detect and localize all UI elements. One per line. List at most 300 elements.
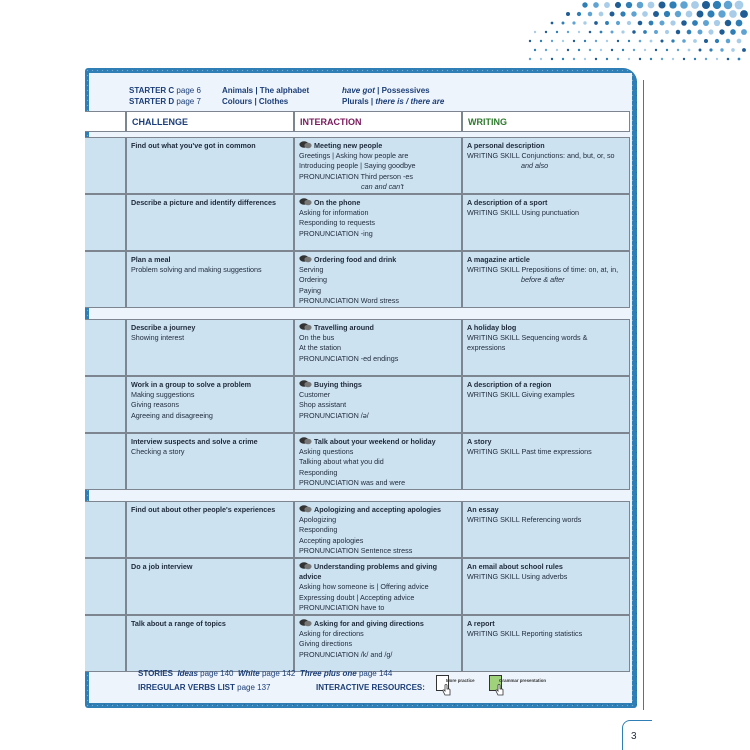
starter-c-topics: Animals | The alphabet bbox=[222, 86, 310, 95]
challenge-line: Making suggestions bbox=[131, 390, 195, 400]
decorative-dot bbox=[718, 10, 725, 17]
decorative-dot bbox=[671, 39, 674, 42]
interaction-line: Asking for directions bbox=[299, 629, 364, 639]
challenge-cell bbox=[126, 251, 294, 308]
interaction-line: Giving directions bbox=[299, 639, 353, 649]
writing-cell bbox=[462, 319, 630, 376]
table-row bbox=[89, 433, 630, 490]
interaction-line: PRONUNCIATION have to bbox=[299, 602, 385, 612]
decorative-dot bbox=[661, 58, 663, 60]
decorative-dot bbox=[600, 49, 602, 51]
writing-title: A story bbox=[467, 437, 492, 446]
decorative-dot bbox=[648, 2, 655, 9]
speech-bubbles-icon bbox=[299, 562, 312, 570]
speech-bubbles-icon bbox=[299, 323, 312, 331]
table-row bbox=[89, 376, 630, 433]
writing-line: WRITING SKILL Conjunctions: and, but, or, so bbox=[467, 151, 615, 161]
speech-bubbles-icon bbox=[299, 198, 312, 206]
decorative-dot bbox=[578, 49, 580, 51]
interaction-line: Serving bbox=[299, 265, 324, 275]
decorative-dot bbox=[725, 20, 732, 27]
writing-title: A holiday blog bbox=[467, 323, 517, 332]
decorative-dot bbox=[573, 40, 575, 42]
header-interaction: INTERACTION bbox=[294, 111, 462, 132]
writing-title: A description of a region bbox=[467, 380, 552, 389]
writing-line: WRITING SKILL Giving examples bbox=[467, 390, 575, 400]
writing-line: WRITING SKILL Using adverbs bbox=[467, 572, 568, 582]
interaction-line: PRONUNCIATION Word stress bbox=[299, 295, 399, 305]
interaction-cell bbox=[294, 558, 462, 615]
interaction-title: Meeting new people bbox=[314, 141, 383, 150]
story-2-page: page 142 bbox=[261, 669, 296, 678]
decorative-dot bbox=[727, 58, 730, 61]
writing-cell bbox=[462, 558, 630, 615]
writing-cell bbox=[462, 615, 630, 672]
speech-bubbles-icon bbox=[299, 437, 312, 445]
interaction-title: On the phone bbox=[314, 198, 361, 207]
interaction-cell bbox=[294, 319, 462, 376]
decorative-dot bbox=[611, 31, 614, 34]
decorative-dot bbox=[688, 49, 691, 52]
decorative-dot bbox=[697, 11, 704, 18]
speech-bubbles-icon bbox=[299, 255, 312, 263]
decorative-dot bbox=[650, 40, 653, 43]
grammar-presentation-resource[interactable] bbox=[489, 675, 547, 699]
decorative-dot bbox=[713, 1, 721, 9]
decorative-dot bbox=[593, 2, 599, 8]
interaction-title-row bbox=[299, 619, 457, 629]
interaction-line: Responding bbox=[299, 525, 338, 535]
table-row bbox=[89, 251, 630, 308]
challenge-cell bbox=[126, 376, 294, 433]
decorative-dot bbox=[676, 30, 680, 34]
decorative-dot bbox=[583, 21, 586, 24]
decorative-dot bbox=[677, 49, 679, 51]
table-row bbox=[89, 137, 630, 194]
unit-cell bbox=[85, 319, 126, 376]
challenge-title: Do a job interview bbox=[131, 562, 193, 571]
challenge-line: Problem solving and making suggestions bbox=[131, 265, 262, 275]
challenge-line: Giving reasons bbox=[131, 400, 179, 410]
writing-line: WRITING SKILL Using punctuation bbox=[467, 208, 579, 218]
speech-bubbles-icon bbox=[299, 141, 312, 149]
more-practice-label: More practice bbox=[446, 678, 475, 683]
unit-cell bbox=[85, 558, 126, 615]
writing-title: A report bbox=[467, 619, 495, 628]
page-number: 3 bbox=[631, 731, 637, 742]
contents-frame bbox=[85, 68, 637, 708]
page-number-box bbox=[622, 720, 652, 750]
challenge-cell bbox=[126, 194, 294, 251]
interaction-title-row bbox=[299, 505, 457, 515]
decorative-dot bbox=[736, 20, 743, 27]
decorative-dot bbox=[567, 31, 569, 33]
decorative-dot bbox=[589, 31, 592, 34]
decorative-dot bbox=[627, 21, 631, 25]
speech-bubbles-icon bbox=[299, 505, 312, 513]
decorative-dot bbox=[606, 40, 608, 42]
grammar-presentation-label: Grammar presentation bbox=[499, 678, 547, 683]
decorative-dot bbox=[556, 49, 558, 51]
decorative-dot bbox=[691, 1, 699, 9]
interaction-line: PRONUNCIATION /ə/ bbox=[299, 410, 369, 420]
interaction-line: On the bus bbox=[299, 333, 335, 343]
table-row bbox=[89, 558, 630, 615]
interaction-line: PRONUNCIATION /k/ and /g/ bbox=[299, 649, 393, 659]
decorative-dot bbox=[556, 31, 558, 33]
decorative-dot bbox=[715, 39, 719, 43]
decorative-dot bbox=[726, 39, 731, 44]
decorative-dot bbox=[716, 58, 718, 60]
table-header bbox=[89, 111, 630, 134]
decorative-dot bbox=[639, 58, 641, 60]
decorative-dot bbox=[705, 58, 707, 60]
decorative-dot bbox=[680, 1, 688, 9]
interaction-title-row bbox=[299, 198, 457, 208]
decorative-dot bbox=[584, 40, 586, 42]
challenge-cell bbox=[126, 433, 294, 490]
starter-c-grammar: | Possessives bbox=[374, 86, 430, 95]
starter-c-label: STARTER C bbox=[129, 86, 175, 95]
interaction-line: Expressing doubt | Accepting advice bbox=[299, 592, 415, 602]
challenge-title: Work in a group to solve a problem bbox=[131, 380, 252, 389]
unit-cell bbox=[85, 615, 126, 672]
writing-line: WRITING SKILL Referencing words bbox=[467, 515, 582, 525]
decorative-dot bbox=[605, 21, 609, 25]
interaction-line: Responding bbox=[299, 467, 338, 477]
interaction-title-row bbox=[299, 380, 457, 390]
decorative-dot bbox=[534, 49, 536, 51]
interactive-resources-label: INTERACTIVE RESOURCES: bbox=[316, 683, 425, 692]
unit-cell bbox=[85, 251, 126, 308]
challenge-title: Find out what you've got in common bbox=[131, 141, 256, 150]
speech-bubbles-icon bbox=[299, 380, 312, 388]
story-3-page: page 144 bbox=[358, 669, 393, 678]
decorative-dot bbox=[653, 11, 659, 17]
decorative-dot bbox=[633, 49, 635, 51]
interaction-title-row bbox=[299, 255, 457, 265]
decorative-dot bbox=[644, 49, 646, 51]
decorative-dot bbox=[642, 11, 648, 17]
decorative-dot bbox=[529, 58, 531, 60]
decorative-dot bbox=[738, 58, 741, 61]
decorative-dot bbox=[703, 20, 709, 26]
challenge-line: Agreeing and disagreeing bbox=[131, 410, 213, 420]
decorative-dot bbox=[632, 30, 635, 33]
decorative-dot bbox=[584, 58, 586, 60]
decorative-dot bbox=[698, 30, 703, 35]
decorative-dot bbox=[620, 11, 625, 16]
starter-d-label: STARTER D bbox=[129, 97, 175, 106]
unit-cell bbox=[85, 433, 126, 490]
interaction-line: Responding to requests bbox=[299, 218, 375, 228]
writing-line: WRITING SKILL Past time expressions bbox=[467, 447, 592, 457]
decorative-dot bbox=[577, 12, 581, 16]
decorative-dot bbox=[664, 11, 670, 17]
interaction-line: Accepting apologies bbox=[299, 535, 364, 545]
unit-cell bbox=[85, 194, 126, 251]
decorative-dot bbox=[665, 30, 669, 34]
story-1-title[interactable]: Ideas bbox=[177, 669, 198, 678]
decorative-dot bbox=[654, 30, 658, 34]
pointer-hand-icon bbox=[495, 684, 504, 696]
challenge-cell bbox=[126, 319, 294, 376]
decorative-dot bbox=[683, 58, 685, 60]
decorative-dot bbox=[534, 31, 536, 33]
decorative-dot bbox=[670, 20, 675, 25]
decorative-dot bbox=[650, 58, 652, 60]
decorative-dot bbox=[562, 22, 565, 25]
decorative-dot bbox=[599, 12, 604, 17]
decorative-dot bbox=[694, 58, 696, 60]
decorative-dot bbox=[622, 49, 624, 51]
decorative-dot bbox=[617, 40, 619, 42]
interaction-extra: can and can't bbox=[361, 181, 404, 191]
decorative-dot bbox=[729, 10, 737, 18]
decorative-dot bbox=[660, 39, 663, 42]
pointer-hand-icon bbox=[442, 684, 451, 696]
challenge-title: Find out about other people's experiences bbox=[131, 505, 276, 514]
decorative-dot bbox=[589, 49, 591, 51]
interaction-cell bbox=[294, 433, 462, 490]
story-2-title[interactable]: White bbox=[237, 669, 260, 678]
decorative-dot bbox=[562, 40, 564, 42]
writing-cell bbox=[462, 433, 630, 490]
story-1-page: page 140 bbox=[200, 669, 234, 678]
decorative-dot bbox=[742, 48, 746, 52]
decorative-dot bbox=[714, 20, 720, 26]
decorative-dot bbox=[643, 30, 647, 34]
interaction-title: Buying things bbox=[314, 380, 362, 389]
decorative-dot bbox=[702, 1, 710, 9]
writing-title: A description of a sport bbox=[467, 198, 548, 207]
decorative-dot bbox=[610, 12, 615, 17]
decorative-dot bbox=[669, 1, 676, 8]
decorative-dot bbox=[567, 49, 569, 51]
interaction-line: Asking for information bbox=[299, 208, 369, 218]
interaction-line: At the station bbox=[299, 343, 341, 353]
interaction-line: Asking how someone is | Offering advice bbox=[299, 582, 429, 592]
interaction-cell bbox=[294, 137, 462, 194]
decorative-dot bbox=[572, 21, 575, 24]
interaction-title: Asking for and giving directions bbox=[314, 619, 424, 628]
challenge-title: Describe a picture and identify differences bbox=[131, 198, 276, 207]
interaction-title: Ordering food and drink bbox=[314, 255, 397, 264]
decorative-dot bbox=[740, 10, 748, 18]
challenge-title: Plan a meal bbox=[131, 255, 171, 264]
right-border-line bbox=[643, 80, 644, 710]
writing-title: An essay bbox=[467, 505, 499, 514]
table-row bbox=[89, 319, 630, 376]
interaction-line: Shop assistant bbox=[299, 400, 347, 410]
interaction-title-row bbox=[299, 562, 457, 582]
challenge-cell bbox=[126, 558, 294, 615]
writing-cell bbox=[462, 376, 630, 433]
decorative-dot bbox=[562, 58, 564, 60]
starter-c-grammar-italic: have got bbox=[342, 86, 375, 95]
writing-extra: and also bbox=[521, 161, 549, 171]
contents-panel bbox=[89, 73, 632, 703]
starter-d-topics: Colours | Clothes bbox=[222, 97, 289, 106]
decorative-dot bbox=[682, 39, 686, 43]
decorative-dot bbox=[529, 40, 531, 42]
decorative-dot bbox=[708, 29, 713, 34]
decorative-dot bbox=[692, 20, 698, 26]
starter-c-page: page 6 bbox=[176, 86, 201, 95]
decorative-dot bbox=[540, 58, 542, 60]
interaction-line: Paying bbox=[299, 285, 321, 295]
challenge-line: Showing interest bbox=[131, 333, 185, 343]
writing-title: An email about school rules bbox=[467, 562, 563, 571]
decorative-dot bbox=[735, 1, 744, 10]
decorative-dot bbox=[540, 40, 542, 42]
interaction-line: Customer bbox=[299, 390, 331, 400]
interaction-line: PRONUNCIATION Third person -es bbox=[299, 171, 413, 181]
decorative-dot bbox=[675, 11, 681, 17]
more-practice-resource[interactable] bbox=[436, 675, 476, 699]
decorative-dot bbox=[741, 29, 747, 35]
decorative-dot bbox=[659, 20, 664, 25]
decorative-dot bbox=[545, 49, 547, 51]
decorative-dot bbox=[595, 40, 597, 42]
decorative-dot bbox=[737, 39, 742, 44]
speech-bubbles-icon bbox=[299, 619, 312, 627]
writing-line: WRITING SKILL Reporting statistics bbox=[467, 629, 583, 639]
interaction-line: PRONUNCIATION -ed endings bbox=[299, 353, 399, 363]
decorative-dot bbox=[720, 48, 723, 51]
decorative-dot bbox=[595, 58, 597, 60]
challenge-title: Talk about a range of topics bbox=[131, 619, 226, 628]
table-row bbox=[89, 194, 630, 251]
challenge-title: Describe a journey bbox=[131, 323, 196, 332]
decorative-dot bbox=[628, 58, 630, 60]
decorative-dot bbox=[699, 49, 702, 52]
writing-extra: before & after bbox=[521, 275, 565, 285]
interaction-cell bbox=[294, 251, 462, 308]
decorative-dot bbox=[604, 2, 610, 8]
decorative-dot bbox=[545, 31, 547, 33]
starter-d-page: page 7 bbox=[176, 97, 201, 106]
irregular-verbs-label[interactable]: IRREGULAR VERBS LIST bbox=[138, 683, 235, 692]
starter-d-grammar: Plurals | bbox=[342, 97, 376, 106]
writing-cell bbox=[462, 251, 630, 308]
decorative-dot bbox=[626, 2, 632, 8]
interaction-line: Introducing people | Saying goodbye bbox=[299, 161, 416, 171]
header-blank bbox=[85, 111, 126, 132]
interaction-line: Asking questions bbox=[299, 447, 354, 457]
writing-line: WRITING SKILL Sequencing words & expressions bbox=[467, 333, 588, 353]
interaction-cell bbox=[294, 194, 462, 251]
interaction-title: Talk about your weekend or holiday bbox=[314, 437, 436, 446]
writing-title: A personal description bbox=[467, 141, 545, 150]
decorative-dot bbox=[578, 31, 580, 33]
decorative-dot bbox=[551, 22, 554, 25]
decorative-dot bbox=[600, 31, 603, 34]
decorative-dot bbox=[687, 30, 692, 35]
interaction-cell bbox=[294, 501, 462, 558]
decorative-dot bbox=[681, 20, 687, 26]
decorative-dot bbox=[707, 10, 714, 17]
decorative-dot bbox=[628, 40, 630, 42]
interaction-title-row bbox=[299, 437, 457, 447]
decorative-dot bbox=[615, 2, 621, 8]
decorative-dot bbox=[686, 11, 693, 18]
decorative-dot bbox=[666, 49, 668, 51]
interaction-cell bbox=[294, 376, 462, 433]
decorative-dot bbox=[672, 58, 674, 60]
interaction-title: Travelling around bbox=[314, 323, 374, 332]
interaction-cell bbox=[294, 615, 462, 672]
decorative-dot bbox=[731, 48, 735, 52]
decorative-dot bbox=[638, 21, 643, 26]
decorative-dot-pattern bbox=[520, 0, 750, 66]
decorative-dot bbox=[606, 58, 608, 60]
unit-cell bbox=[85, 137, 126, 194]
challenge-title: Interview suspects and solve a crime bbox=[131, 437, 258, 446]
interaction-line: Ordering bbox=[299, 275, 327, 285]
writing-title: A magazine article bbox=[467, 255, 530, 264]
decorative-dot bbox=[649, 21, 654, 26]
decorative-dot bbox=[621, 30, 624, 33]
table-row bbox=[89, 501, 630, 558]
interaction-title-row bbox=[299, 141, 457, 151]
story-3-title[interactable]: Three plus one bbox=[299, 669, 357, 678]
challenge-cell bbox=[126, 501, 294, 558]
decorative-dot bbox=[639, 40, 642, 43]
decorative-dot bbox=[631, 11, 636, 16]
decorative-dot bbox=[658, 1, 665, 8]
decorative-dot bbox=[551, 40, 553, 42]
stories-label: STORIES bbox=[138, 669, 173, 678]
decorative-dot bbox=[611, 49, 613, 51]
decorative-dot bbox=[693, 39, 697, 43]
challenge-cell bbox=[126, 615, 294, 672]
decorative-dot bbox=[566, 12, 570, 16]
decorative-dot bbox=[637, 2, 644, 9]
writing-line: WRITING SKILL Prepositions of time: on, at, in, bbox=[467, 265, 619, 275]
writing-cell bbox=[462, 137, 630, 194]
challenge-line: Checking a story bbox=[131, 447, 185, 457]
decorative-dot bbox=[655, 49, 657, 51]
interaction-title: Apologizing and accepting apologies bbox=[314, 505, 441, 514]
interaction-line: PRONUNCIATION Sentence stress bbox=[299, 545, 413, 555]
interaction-line: PRONUNCIATION -ing bbox=[299, 228, 373, 238]
unit-cell bbox=[85, 376, 126, 433]
interaction-title: Understanding problems and giving advice bbox=[299, 562, 437, 582]
decorative-dot bbox=[617, 58, 619, 60]
writing-cell bbox=[462, 501, 630, 558]
table-row bbox=[89, 615, 630, 672]
decorative-dot bbox=[730, 29, 736, 35]
interaction-title-row bbox=[299, 323, 457, 333]
starter-d-grammar-italic: there is / there are bbox=[375, 97, 445, 106]
irregular-verbs-page: page 137 bbox=[237, 683, 271, 692]
interaction-line: Greetings | Asking how people are bbox=[299, 151, 409, 161]
decorative-dot bbox=[709, 48, 712, 51]
decorative-dot bbox=[594, 21, 598, 25]
interaction-line: Apologizing bbox=[299, 515, 337, 525]
decorative-dot bbox=[724, 1, 733, 10]
decorative-dot bbox=[573, 58, 575, 60]
header-writing: WRITING bbox=[462, 111, 630, 132]
header-challenge: CHALLENGE bbox=[126, 111, 294, 132]
decorative-dot bbox=[588, 12, 593, 17]
decorative-dot bbox=[551, 58, 553, 60]
interaction-line: Talking about what you did bbox=[299, 457, 384, 467]
decorative-dot bbox=[616, 21, 620, 25]
interaction-line: PRONUNCIATION was and were bbox=[299, 477, 406, 487]
challenge-cell bbox=[126, 137, 294, 194]
